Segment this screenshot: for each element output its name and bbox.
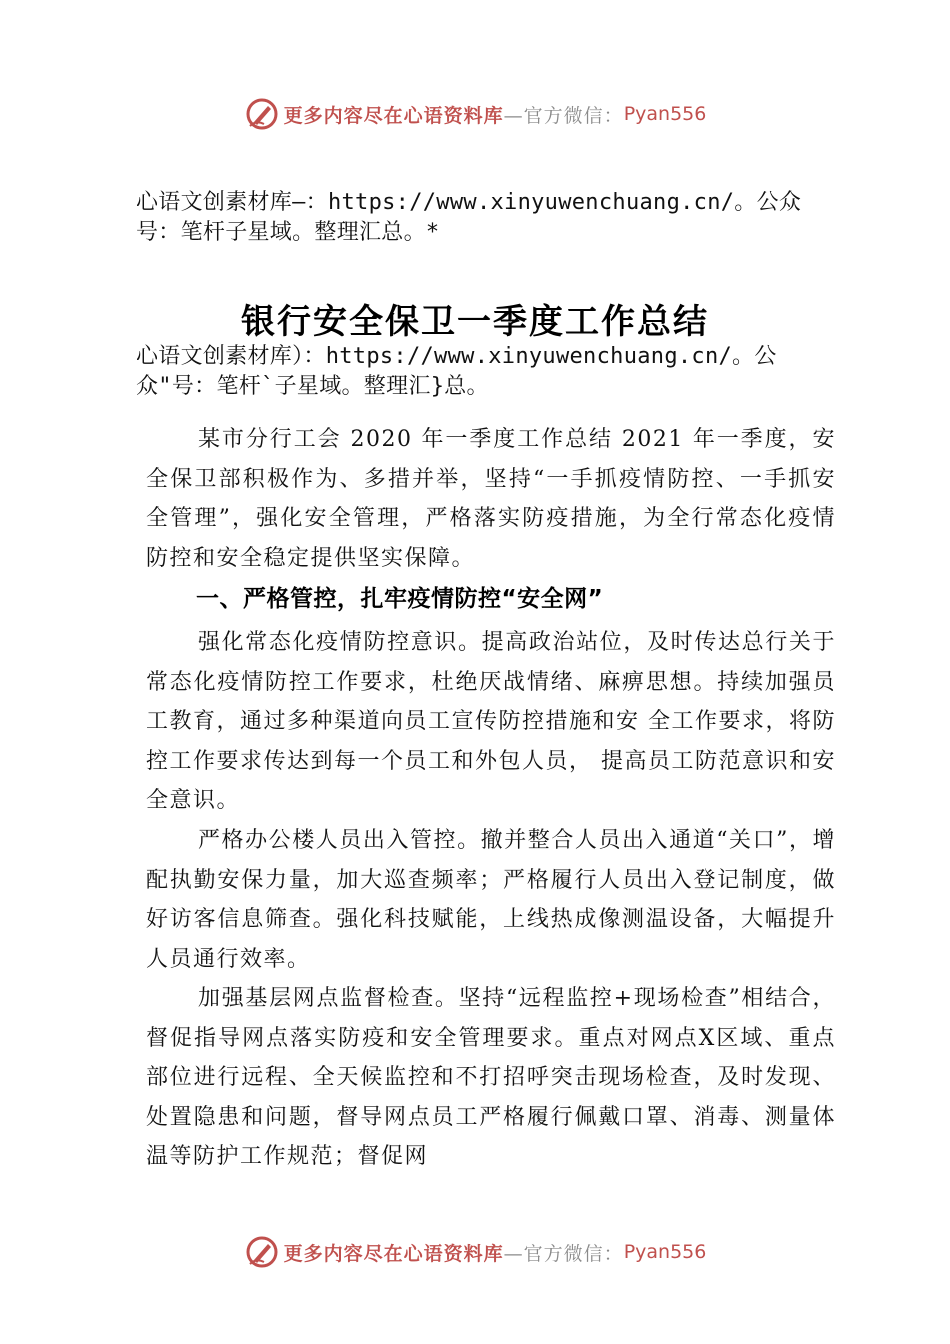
paragraph-1-text: 强化常态化疫情防控意识。提高政治站位，及时传达总行关于常态化疫情防控工作要求，杜绝厌战情绪、麻痹思想。持续加强员工教育，通过多种渠道向员工宣传防控措施和安 全工作要求，将防控工作要求传达到每一个员工和外包人员， 提高员工防范意识和安全意识。 — [146, 630, 836, 814]
footer-banner — [0, 1232, 950, 1272]
pen-seal-logo-icon — [244, 96, 280, 132]
source-note-1-line-2: 号：笔杆子星域。整理汇总。* — [136, 220, 440, 245]
banner-wechat-label: —官方微信： — [503, 104, 624, 127]
banner-library-text: 更多内容尽在心语资料库 — [283, 104, 504, 127]
source-note-2-line-2: 众"号：笔杆`子星域。整理汇}总。 — [136, 374, 489, 399]
banner-library-text: 更多内容尽在心语资料库 — [283, 1242, 504, 1265]
source-note-1-line-1: 心语文创素材库—：https://www.xinyuwenchuang.cn/。公众 — [136, 190, 802, 215]
intro-text: 某市分行工会 2020 年一季度工作总结 2021 年一季度，安全保卫部积极作为、多措并举，坚持“一手抓疫情防控、一手抓安全管理”，强化安全管理，严格落实防疫措施，为全行常态化疫情防控和安全稳定提供坚实保障。 — [146, 427, 836, 571]
section-heading-1: 一、严格管控，扎牢疫情防控“安全网” — [196, 586, 604, 612]
document-title: 银行安全保卫一季度工作总结 — [241, 302, 709, 342]
paragraph-3 — [146, 979, 836, 1177]
paragraph-2 — [146, 821, 836, 979]
header-banner — [0, 94, 950, 134]
paragraph-2-text: 严格办公楼人员出入管控。撤并整合人员出入通道“关口”，增配执勤安保力量，加大巡查频率；严格履行人员出入登记制度，做好访客信息筛查。强化科技赋能，上线热成像测温设备，大幅提升人员通行效率。 — [146, 828, 836, 972]
intro-paragraph — [146, 420, 836, 578]
paragraph-1 — [146, 623, 836, 821]
banner-wechat-label: —官方微信： — [503, 1242, 624, 1265]
banner-wechat-id: Pyan556 — [623, 103, 707, 125]
pen-seal-logo-icon — [244, 1234, 280, 1270]
source-note-2-line-1: 心语文创素材库）：https://www.xinyuwenchuang.cn/。公 — [136, 344, 777, 369]
paragraph-3-text: 加强基层网点监督检查。坚持“远程监控+现场检查”相结合，督促指导网点落实防疫和安全管理要求。重点对网点X区域、重点部位进行远程、全天候监控和不打招呼突击现场检查，及时发现、处置隐患和问题，督导网点员工严格履行佩戴口罩、消毒、测量体温等防护工作规范；督促网 — [146, 986, 836, 1170]
banner-wechat-id: Pyan556 — [623, 1241, 707, 1263]
